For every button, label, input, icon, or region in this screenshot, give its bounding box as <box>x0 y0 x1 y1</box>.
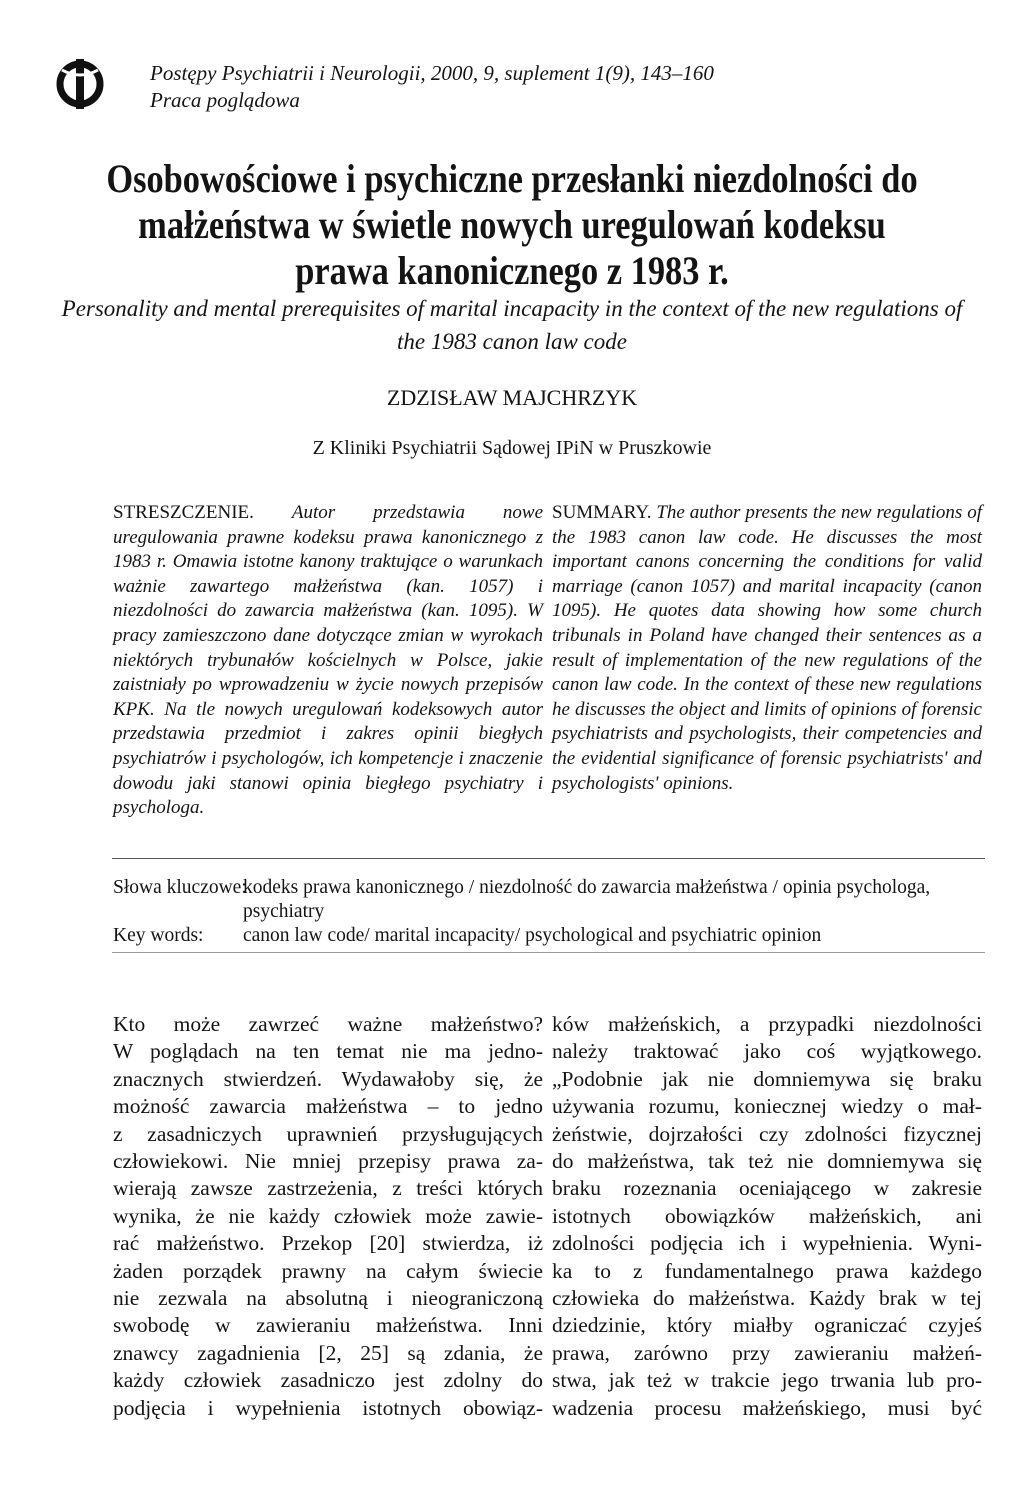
article-title-polish: Osobowościowe i psychiczne przesłanki niezdolności do małżeństwa w świetle nowych uregulowań kodeksu prawa kanonicznego z 1983 r. <box>106 156 918 293</box>
body-text-line: znawcy zagadnienia [2, 25] są zdania, że <box>113 1340 543 1365</box>
body-text-line: żaden porządek prawny na całym świecie <box>113 1258 543 1283</box>
keywords-english-label: Key words: <box>113 925 204 946</box>
abstract-polish-text: Autor przedstawia nowe uregulowania prawne kodeksu prawa kanonicznego z 1983 r. Omawia istotne kanony traktujące o warunkach ważnie zawartego małżeństwa (kan. 1057) i niezdolności do zawarcia małżeństwa (kan. 1095). W pracy zamieszczono dane dotyczące zmian w wyrokach niektórych trybunałów kościelnych w Polsce, jakie zaistniały po wprowadzeniu w życie nowych przepisów KPK. Na tle nowych uregulowań kodeksowych autor przedstawia przedmiot i zakres opinii biegłych psychiatrów i psychologów, ich kompetencje i znaczenie dowodu jaki stanowi opinia biegłego psychiatry i psychologa. <box>113 502 544 819</box>
body-text-line: Kto może zawrzeć ważne małżeństwo? <box>113 1012 543 1036</box>
body-text-left-column <box>113 1011 543 1422</box>
author-affiliation: Z Kliniki Psychiatrii Sądowej IPiN w Pruszkowie <box>312 437 712 459</box>
body-text-line: „Podobnie jak nie domniemywa się braku <box>552 1066 982 1091</box>
abstract-english-text: The author presents the new regulations of the 1983 canon law code. He discusses the most important canons concerning the conditions for valid marriage (canon 1057) and marital incapacity (canon 1095). He quotes data showing how some church tribunals in Poland have changed their sentences as a result of implementation of the new regulations of the canon law code. In the context of these new regulations he discusses the object and limits of opinions of forensic psychiatrists and psychologists, their competencies and the evidential significance of forensic psychiatrists' and psychologists' opinions. <box>552 502 983 794</box>
author-name: ZDZISŁAW MAJCHRZYK <box>386 385 638 410</box>
body-text-line: używania rozumu, koniecznej wiedzy o mał- <box>552 1094 982 1119</box>
journal-line: Postępy Psychiatrii i Neurologii, 2000, 9, suplement 1(9), 143–160 <box>150 61 714 85</box>
body-text-line: każdy człowiek zasadniczo jest zdolny do <box>113 1368 543 1393</box>
article-type: Praca poglądowa <box>150 88 300 112</box>
keywords-polish-label: Słowa kluczowe: <box>113 877 247 898</box>
keywords-bottom-divider <box>112 952 985 953</box>
abstract-polish <box>113 501 543 821</box>
body-text-line: z zasadniczych uprawnień przysługujących <box>113 1121 543 1146</box>
body-text-line: dziedzinie, który miałby ograniczać czyjeś <box>552 1313 982 1338</box>
article-title-english: Personality and mental prerequisites of marital incapacity in the context of the new regulations of the 1983 canon law code <box>61 296 963 354</box>
body-text-line: rać małżeństwo. Przekop [20] stwierdza, iż <box>113 1231 543 1256</box>
keywords-polish-value: kodeks prawa kanonicznego / niezdolność do zawarcia małżeństwa / opinia psychologa, psychiatry <box>243 877 931 922</box>
body-text-line: do małżeństwa, tak też nie domniemywa się <box>552 1149 982 1174</box>
body-text-line: wynika, że nie każdy człowiek może zawie- <box>113 1203 543 1228</box>
body-text-line: swobodę w zawieraniu małżeństwa. Inni <box>113 1313 543 1338</box>
journal-citation <box>150 60 714 114</box>
body-text-line: zdolności podjęcia ich i wypełnienia. Wyni- <box>552 1231 982 1256</box>
keywords-english-value: canon law code/ marital incapacity/ psychological and psychiatric opinion <box>243 925 822 946</box>
body-text-line: wadzenia procesu małżeńskiego, musi być <box>552 1395 982 1420</box>
body-text-line: ka to z fundamentalnego prawa każdego <box>552 1258 982 1283</box>
body-text-line: znacznych stwierdzeń. Wydawałoby się, że <box>113 1066 543 1091</box>
body-text-line: podjęcia i wypełnienia istotnych obowiąz- <box>113 1395 543 1420</box>
body-text-line: braku rozeznania oceniającego w zakresie <box>552 1176 982 1201</box>
abstract-english <box>552 501 982 796</box>
body-text-line: żeństwie, dojrzałości czy zdolności fizycznej <box>552 1121 982 1146</box>
body-text-line: W poglądach na ten temat nie ma jedno- <box>113 1039 543 1064</box>
abstract-polish-label: STRESZCZENIE. <box>113 502 254 523</box>
body-text-line: prawa, zarówno przy zawieraniu małżeń- <box>552 1340 982 1365</box>
body-text-line: istotnych obowiązków małżeńskich, ani <box>552 1203 982 1228</box>
body-text-line: wierają zawsze zastrzeżenia, z treści których <box>113 1176 543 1201</box>
body-text-line: człowiekowi. Nie mniej przepisy prawa za- <box>113 1149 543 1174</box>
body-text-line: należy traktować jako coś wyjątkowego. <box>552 1039 982 1064</box>
body-text-right-column <box>552 1011 982 1422</box>
body-text-line: ków małżeńskich, a przypadki niezdolności <box>552 1012 982 1036</box>
body-text-line: człowieka do małżeństwa. Każdy brak w tej <box>552 1286 982 1311</box>
body-text-line: stwa, jak też w trakcie jego trwania lub pro- <box>552 1368 982 1393</box>
journal-logo-icon <box>56 56 104 110</box>
abstract-english-label: SUMMARY. <box>552 502 652 523</box>
body-text-line: możność zawarcia małżeństwa – to jedno <box>113 1094 543 1119</box>
keywords-top-divider <box>112 858 985 859</box>
body-text-line: nie zezwala na absolutną i nieograniczoną <box>113 1286 543 1311</box>
